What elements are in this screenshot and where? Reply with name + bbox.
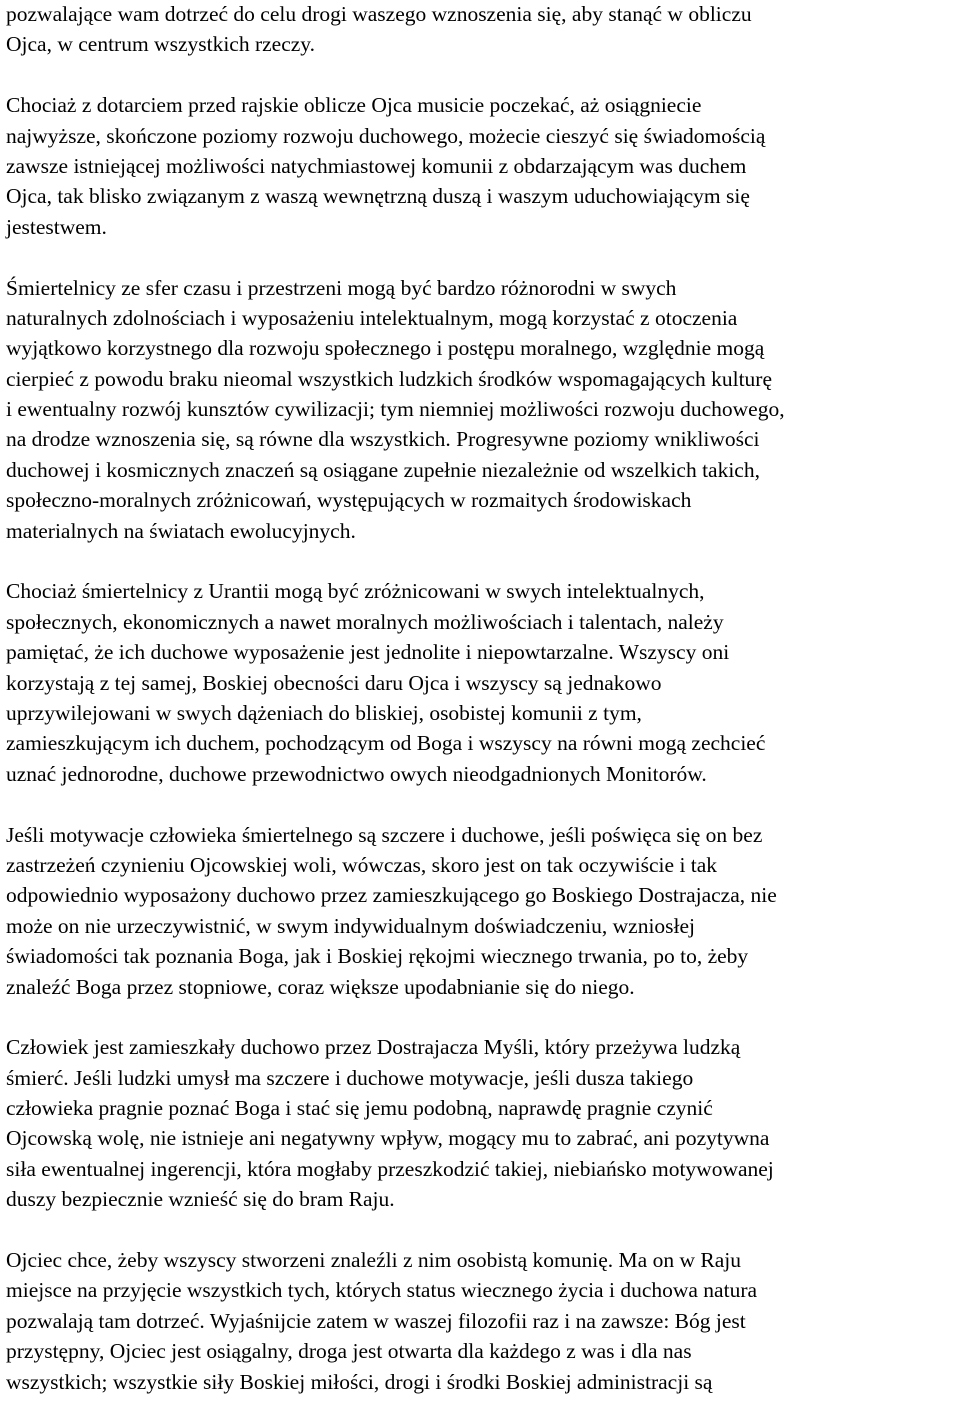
paragraph-4 [6, 576, 960, 789]
text-line: świadomości tak poznania Boga, jak i Boskiej rękojmi wiecznego trwania, po to, żeby [6, 944, 749, 969]
text-line: Ojca, tak blisko związanym z waszą wewnętrzną duszą i waszym uduchowiającym się [6, 184, 750, 209]
text-line: społecznych, ekonomicznych a nawet moralnych możliwościach i talentach, należy [6, 609, 724, 634]
text-line: pamiętać, że ich duchowe wyposażenie jest jednolite i niepowtarzalne. Wszyscy oni [6, 640, 730, 665]
text-line: Ojca, w centrum wszystkich rzeczy. [6, 32, 316, 57]
text-line: odpowiednio wyposażony duchowo przez zamieszkującego go Boskiego Dostrajacza, nie [6, 883, 777, 908]
text-line: Chociaż z dotarciem przed rajskie oblicze Ojca musicie poczekać, aż osiągniecie [6, 93, 702, 118]
text-line: uznać jednorodne, duchowe przewodnictwo owych nieodgadnionych Monitorów. [6, 761, 707, 786]
text-line: społeczno-moralnych zróżnicowań, występujących w rozmaitych środowiskach [6, 488, 692, 513]
text-line: Ojcowską wolę, nie istnieje ani negatywny wpływ, mogący mu to zabrać, ani pozytywna [6, 1126, 770, 1151]
text-line: pozwalające wam dotrzeć do celu drogi waszego wznoszenia się, aby stanąć w obliczu [6, 2, 752, 26]
text-line: na drodze wznoszenia się, są równe dla wszystkich. Progresywne poziomy wnikliwości [6, 427, 760, 452]
text-line: pozwalają tam dotrzeć. Wyjaśnijcie zatem w waszej filozofii raz i na zawsze: Bóg jest [6, 1308, 746, 1333]
paragraph-7 [6, 1245, 960, 1397]
text-line: Człowiek jest zamieszkały duchowo przez Dostrajacza Myśli, który przeżywa ludzką [6, 1035, 741, 1060]
paragraph-1 [6, 0, 960, 60]
text-line: Śmiertelnicy ze sfer czasu i przestrzeni mogą być bardzo różnorodni w swych [6, 275, 677, 300]
text-line: Chociaż śmiertelnicy z Urantii mogą być zróżnicowani w swych intelektualnych, [6, 579, 705, 604]
paragraph-5 [6, 820, 960, 1002]
text-line: cierpieć z powodu braku nieomal wszystkich ludzkich środków wspomagających kulturę [6, 366, 773, 391]
text-line: przystępny, Ojciec jest osiągalny, droga jest otwarta dla każdego z was i dla nas [6, 1339, 692, 1364]
text-line: śmierć. Jeśli ludzki umysł ma szczere i duchowe motywacje, jeśli dusza takiego [6, 1065, 694, 1090]
text-line: zastrzeżeń czynieniu Ojcowskiej woli, wówczas, skoro jest on tak oczywiście i tak [6, 852, 718, 877]
text-line: uprzywilejowani w swych dążeniach do bliskiej, osobistej komunii z tym, [6, 700, 642, 725]
text-line: najwyższe, skończone poziomy rozwoju duchowego, możecie cieszyć się świadomością [6, 123, 766, 148]
text-line: duszy bezpiecznie wznieść się do bram Raju. [6, 1187, 395, 1212]
text-line: Ojciec chce, żeby wszyscy stworzeni znaleźli z nim osobistą komunię. Ma on w Raju [6, 1248, 741, 1273]
text-line: siła ewentualnej ingerencji, która mogłaby przeszkodzić takiej, niebiańsko motywowanej [6, 1156, 774, 1181]
text-line: może on nie urzeczywistnić, w swym indywidualnym doświadczeniu, wzniosłej [6, 913, 696, 938]
paragraph-6 [6, 1032, 960, 1214]
text-line: duchowej i kosmicznych znaczeń są osiągane zupełnie niezależnie od wszelkich takich, [6, 457, 760, 482]
text-line: człowieka pragnie poznać Boga i stać się jemu podobną, naprawdę pragnie czynić [6, 1096, 713, 1121]
text-line: znaleźć Boga przez stopniowe, coraz większe upodabnianie się do niego. [6, 974, 635, 999]
paragraph-3 [6, 273, 960, 547]
text-line: Jeśli motywacje człowieka śmiertelnego są szczere i duchowe, jeśli poświęca się on bez [6, 822, 763, 847]
document-page [6, 0, 960, 1427]
text-line: jestestwem. [6, 214, 107, 239]
text-line: zamieszkującym ich duchem, pochodzącym od Boga i wszyscy na równi mogą zechcieć [6, 731, 766, 756]
text-line: wyjątkowo korzystnego dla rozwoju społecznego i postępu moralnego, względnie mogą [6, 336, 765, 361]
text-line: korzystają z tej samej, Boskiej obecności daru Ojca i wszyscy są jednakowo [6, 670, 662, 695]
text-line: wszystkich; wszystkie siły Boskiej miłości, drogi i środki Boskiej administracji są [6, 1369, 713, 1394]
text-line: materialnych na światach ewolucyjnych. [6, 518, 356, 543]
text-line: miejsce na przyjęcie wszystkich tych, których status wiecznego życia i duchowa natura [6, 1278, 758, 1303]
text-line: i ewentualny rozwój kunsztów cywilizacji; tym niemniej możliwości rozwoju duchowego, [6, 397, 785, 422]
paragraph-2 [6, 90, 960, 242]
text-line: naturalnych zdolnościach i wyposażeniu intelektualnym, mogą korzystać z otoczenia [6, 305, 738, 330]
text-line: zawsze istniejącej możliwości natychmiastowej komunii z obdarzającym was duchem [6, 153, 747, 178]
